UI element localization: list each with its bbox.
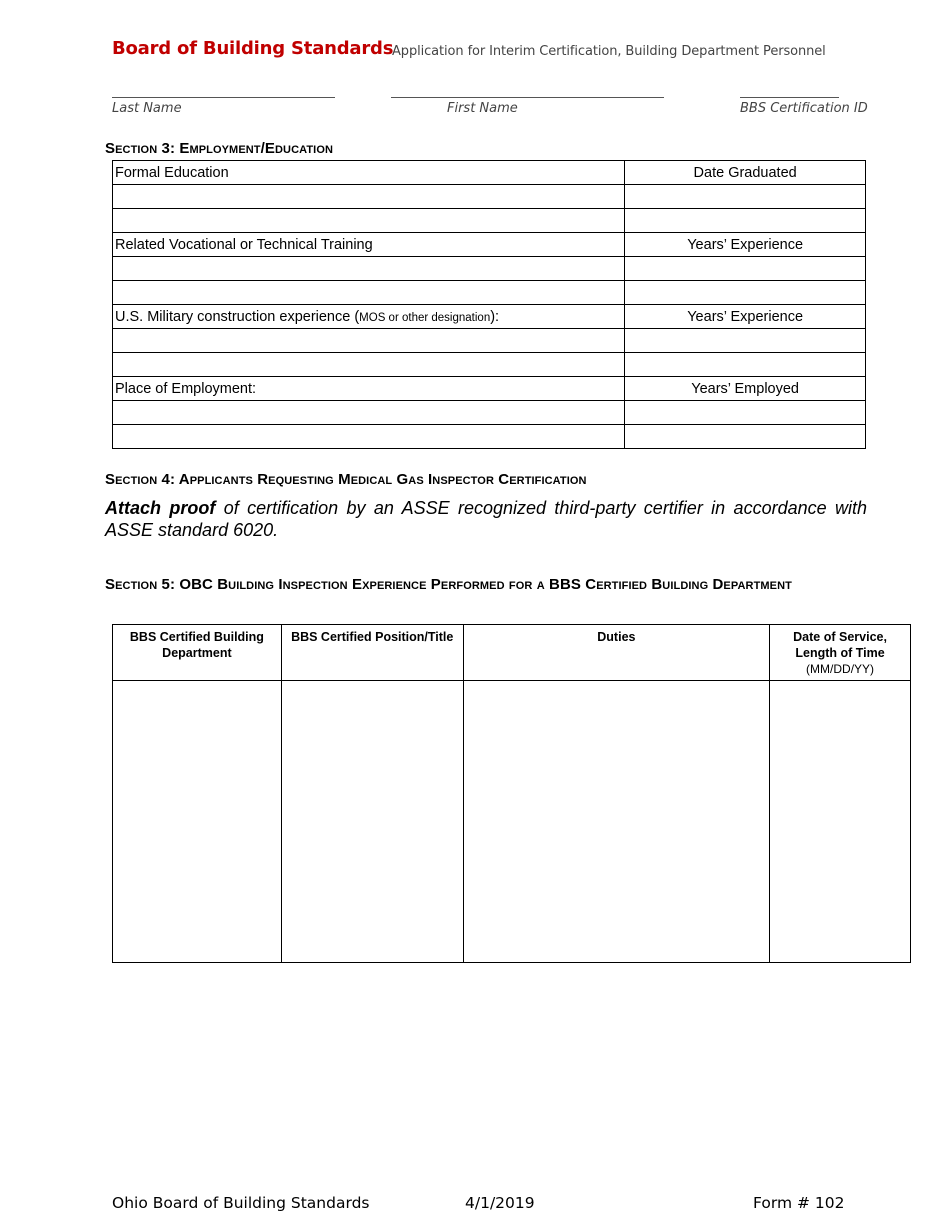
col-position-title: BBS Certified Position/Title — [281, 625, 463, 681]
employment-entry-field[interactable] — [113, 425, 625, 449]
section4-heading: Section 4: Applicants Requesting Medical Gas Inspector Certification — [105, 471, 587, 488]
years-experience-field[interactable] — [625, 281, 866, 305]
years-experience-field[interactable] — [625, 353, 866, 377]
position-title-field[interactable] — [281, 681, 463, 963]
attach-proof-instruction: Attach proof of certification by an ASSE recognized third-party certifier in accordance with ASSE standard 6020. — [105, 498, 867, 540]
form-subtitle: Application for Interim Certification, Building Department Personnel — [392, 44, 826, 59]
last-name-label: Last Name — [112, 101, 182, 116]
date-of-service-field[interactable] — [770, 681, 911, 963]
date-graduated-field[interactable] — [625, 209, 866, 233]
years-employed-label: Years’ Employed — [625, 377, 866, 401]
date-graduated-label: Date Graduated — [625, 161, 866, 185]
years-experience-field[interactable] — [625, 329, 866, 353]
education-entry-field[interactable] — [113, 209, 625, 233]
training-entry-field[interactable] — [113, 257, 625, 281]
formal-education-label: Formal Education — [113, 161, 625, 185]
education-entry-field[interactable] — [113, 185, 625, 209]
military-entry-field[interactable] — [113, 329, 625, 353]
military-experience-label: U.S. Military construction experience (MOS or other designation): — [113, 305, 625, 329]
footer-date: 4/1/2019 — [465, 1194, 535, 1212]
training-entry-field[interactable] — [113, 281, 625, 305]
section3-heading: Section 3: Employment/Education — [105, 140, 334, 157]
cert-id-label: BBS Certification ID — [740, 101, 868, 116]
duties-field[interactable] — [463, 681, 769, 963]
last-name-field[interactable] — [112, 97, 335, 98]
years-experience-label: Years’ Experience — [625, 233, 866, 257]
col-duties: Duties — [463, 625, 769, 681]
military-entry-field[interactable] — [113, 353, 625, 377]
footer-org: Ohio Board of Building Standards — [112, 1194, 370, 1212]
vocational-training-label: Related Vocational or Technical Training — [113, 233, 625, 257]
first-name-label: First Name — [447, 101, 518, 116]
years-experience-field[interactable] — [625, 257, 866, 281]
footer-form-number: Form # 102 — [753, 1194, 845, 1212]
inspection-experience-table — [112, 624, 911, 963]
years-employed-field[interactable] — [625, 425, 866, 449]
board-title: Board of Building Standards — [112, 38, 394, 59]
section5-heading: Section 5: OBC Building Inspection Experience Performed for a BBS Certified Building Department — [105, 576, 792, 593]
place-of-employment-label: Place of Employment: — [113, 377, 625, 401]
col-building-department: BBS Certified Building Department — [113, 625, 282, 681]
building-department-field[interactable] — [113, 681, 282, 963]
employment-education-table — [112, 160, 866, 449]
cert-id-field[interactable] — [740, 97, 839, 98]
attach-proof-emphasis: Attach proof — [105, 498, 216, 518]
col-date-of-service: Date of Service, Length of Time (MM/DD/YY) — [770, 625, 911, 681]
years-employed-field[interactable] — [625, 401, 866, 425]
date-graduated-field[interactable] — [625, 185, 866, 209]
first-name-field[interactable] — [391, 97, 664, 98]
years-experience-label: Years’ Experience — [625, 305, 866, 329]
employment-entry-field[interactable] — [113, 401, 625, 425]
